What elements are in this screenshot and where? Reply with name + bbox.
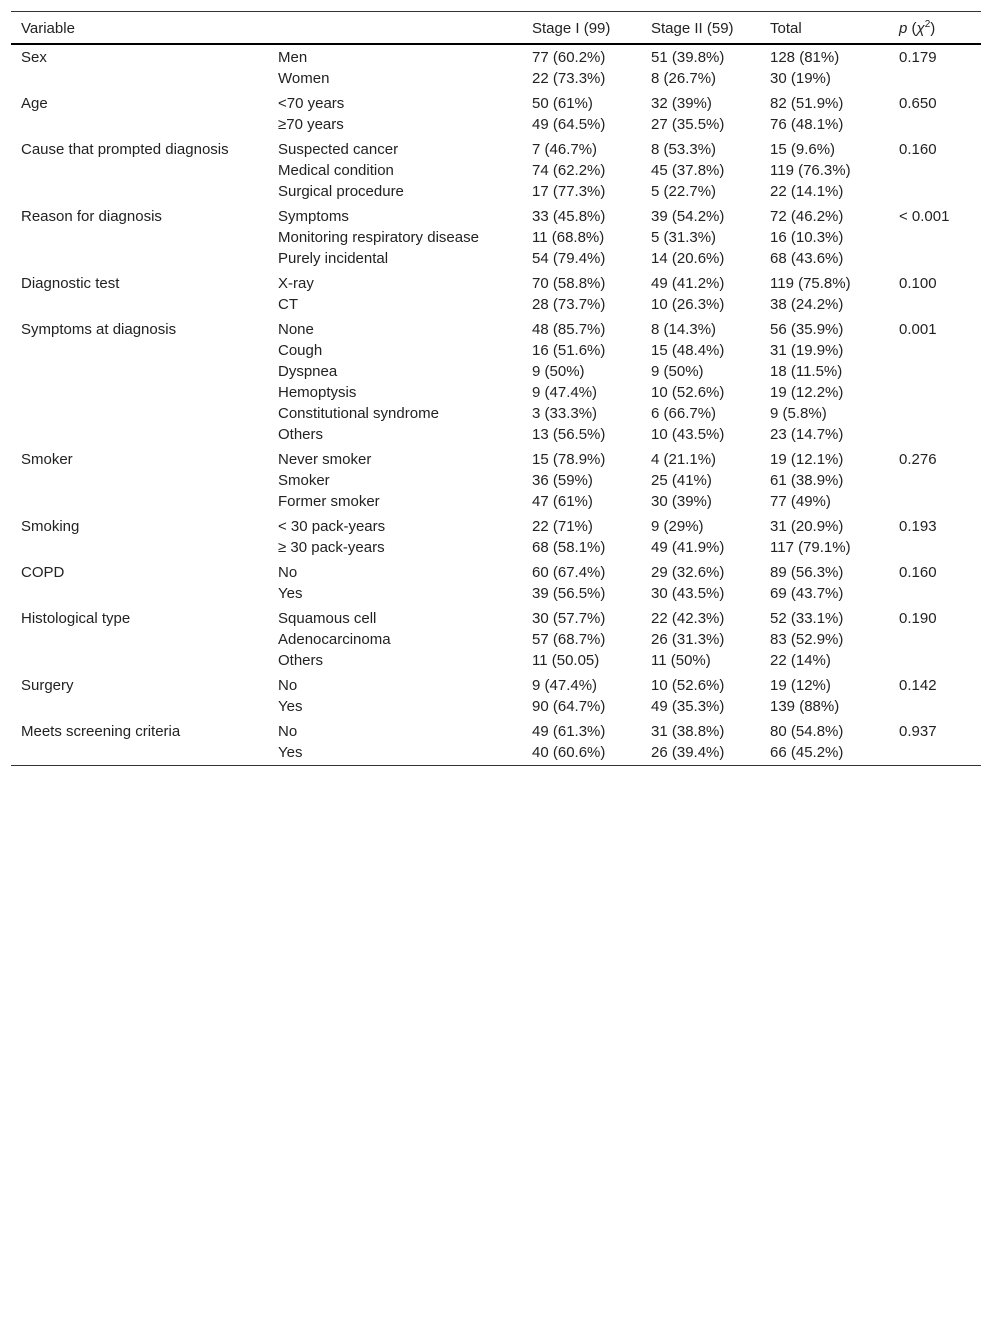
variable-cell: COPD: [21, 564, 65, 581]
stage-1-cell: 54 (79.4%): [532, 250, 606, 267]
stage-1-cell: 40 (60.6%): [532, 744, 606, 761]
stage-1-cell: 11 (50.05): [532, 652, 600, 669]
p-value-cell: [889, 68, 981, 91]
table-row: [11, 68, 981, 91]
stage-1-cell: 47 (61%): [532, 493, 593, 510]
stage-1-cell: 11 (68.8%): [532, 229, 605, 246]
header-total: Total: [770, 19, 802, 37]
variable-cell: Diagnostic test: [21, 275, 120, 292]
category-cell: Constitutional syndrome: [278, 405, 439, 422]
table-row: [11, 248, 981, 271]
p-value-cell: 0.276: [899, 451, 937, 468]
stage-1-cell: 77 (60.2%): [532, 49, 606, 66]
total-cell: 66 (45.2%): [770, 744, 844, 761]
stage-1-cell: 49 (64.5%): [532, 116, 606, 133]
stage-2-cell: 27 (35.5%): [651, 116, 725, 133]
p-value-cell: 0.142: [899, 677, 937, 694]
category-cell: ≥ 30 pack-years: [278, 539, 385, 556]
stage-2-cell: 10 (52.6%): [651, 384, 725, 401]
category-cell: No: [278, 723, 298, 740]
variable-cell: Reason for diagnosis: [21, 208, 162, 225]
variable-cell: Histological type: [21, 610, 131, 627]
table-row: [11, 44, 981, 68]
category-cell: Surgical procedure: [278, 183, 404, 200]
stage-2-cell: 49 (35.3%): [651, 698, 725, 715]
stage-1-cell: 60 (67.4%): [532, 564, 606, 581]
p-value-cell: [889, 361, 981, 382]
table-row: [11, 491, 981, 514]
variable-cell: [11, 583, 268, 606]
total-cell: 38 (24.2%): [770, 296, 844, 313]
variable-cell: [11, 470, 268, 491]
category-cell: Women: [278, 70, 330, 87]
total-cell: 139 (88%): [770, 698, 840, 715]
p-value-cell: 0.160: [899, 564, 937, 581]
variable-cell: [11, 361, 268, 382]
variable-cell: [11, 696, 268, 719]
table-row: [11, 629, 981, 650]
chi-exponent: 2: [924, 18, 931, 30]
category-cell: Never smoker: [278, 451, 372, 468]
stage-1-cell: 74 (62.2%): [532, 162, 606, 179]
table-row: [11, 514, 981, 537]
total-cell: 18 (11.5%): [770, 363, 843, 380]
category-cell: Hemoptysis: [278, 384, 357, 401]
total-cell: 80 (54.8%): [770, 723, 844, 740]
total-cell: 9 (5.8%): [770, 405, 827, 422]
stage-2-cell: 31 (38.8%): [651, 723, 725, 740]
table-row: [11, 317, 981, 340]
table-row: [11, 650, 981, 673]
stage-1-cell: 13 (56.5%): [532, 426, 606, 443]
category-cell: Suspected cancer: [278, 141, 399, 158]
category-cell: Former smoker: [278, 493, 380, 510]
stage-2-cell: 51 (39.8%): [651, 49, 725, 66]
p-value-cell: [889, 742, 981, 766]
total-cell: 72 (46.2%): [770, 208, 844, 225]
category-cell: No: [278, 677, 298, 694]
stage-2-cell: 26 (31.3%): [651, 631, 725, 648]
total-cell: 82 (51.9%): [770, 95, 844, 112]
stage-1-cell: 22 (71%): [532, 518, 593, 535]
variable-cell: [11, 650, 268, 673]
table-row: [11, 719, 981, 742]
p-value-cell: 0.650: [899, 95, 937, 112]
variable-cell: Smoker: [21, 451, 73, 468]
p-value-cell: [889, 424, 981, 447]
variable-cell: Surgery: [21, 677, 74, 694]
stage-1-cell: 15 (78.9%): [532, 451, 606, 468]
p-value-cell: 0.001: [899, 321, 937, 338]
category-cell: Yes: [278, 744, 303, 761]
stage-2-cell: 45 (37.8%): [651, 162, 725, 179]
category-cell: Squamous cell: [278, 610, 377, 627]
stage-2-cell: 5 (31.3%): [651, 229, 717, 246]
stage-2-cell: 9 (29%): [651, 518, 704, 535]
stage-2-cell: 10 (26.3%): [651, 296, 725, 313]
variable-cell: Sex: [21, 49, 47, 66]
stage-2-cell: 49 (41.2%): [651, 275, 725, 292]
p-value-cell: [889, 114, 981, 137]
stage-1-cell: 22 (73.3%): [532, 70, 606, 87]
variable-cell: [11, 160, 268, 181]
table-row: [11, 560, 981, 583]
total-cell: 128 (81%): [770, 49, 840, 66]
p-value-cell: [889, 537, 981, 560]
table-row: [11, 673, 981, 696]
stage-2-cell: 39 (54.2%): [651, 208, 725, 225]
stage-2-cell: 5 (22.7%): [651, 183, 717, 200]
table-row: [11, 470, 981, 491]
total-cell: 15 (9.6%): [770, 141, 836, 158]
stage-1-cell: 9 (47.4%): [532, 677, 598, 694]
variable-cell: [11, 382, 268, 403]
header-variable: Variable: [21, 19, 75, 37]
total-cell: 19 (12.2%): [770, 384, 844, 401]
table-row: [11, 583, 981, 606]
table-row: [11, 294, 981, 317]
table-row: [11, 606, 981, 629]
variable-cell: Age: [21, 95, 48, 112]
p-value-cell: [889, 340, 981, 361]
category-cell: No: [278, 564, 298, 581]
p-value-cell: [889, 382, 981, 403]
table-row: [11, 424, 981, 447]
table-row: [11, 340, 981, 361]
category-cell: Monitoring respiratory disease: [278, 229, 479, 246]
variable-cell: [11, 403, 268, 424]
stage-2-cell: 14 (20.6%): [651, 250, 725, 267]
stage-2-cell: 8 (14.3%): [651, 321, 717, 338]
p-value-cell: [889, 403, 981, 424]
table-body: [11, 44, 981, 766]
stage-1-cell: 28 (73.7%): [532, 296, 606, 313]
variable-cell: [11, 68, 268, 91]
stage-2-cell: 30 (39%): [651, 493, 712, 510]
header-category: [268, 12, 522, 45]
variable-cell: [11, 424, 268, 447]
p-value-cell: [889, 470, 981, 491]
category-cell: ≥70 years: [278, 116, 344, 133]
stage-2-cell: 4 (21.1%): [651, 451, 717, 468]
category-cell: CT: [278, 296, 298, 313]
stage-1-cell: 9 (47.4%): [532, 384, 598, 401]
total-cell: 52 (33.1%): [770, 610, 844, 627]
variable-cell: [11, 742, 268, 766]
p-value-cell: < 0.001: [899, 208, 950, 225]
p-value-cell: 0.190: [899, 610, 937, 627]
table-row: [11, 696, 981, 719]
table-row: [11, 204, 981, 227]
category-cell: None: [278, 321, 314, 338]
stage-2-cell: 26 (39.4%): [651, 744, 725, 761]
stage-2-cell: 15 (48.4%): [651, 342, 725, 359]
stage-1-cell: 57 (68.7%): [532, 631, 606, 648]
table-row: [11, 361, 981, 382]
p-value-cell: [889, 294, 981, 317]
total-cell: 89 (56.3%): [770, 564, 844, 581]
total-cell: 61 (38.9%): [770, 472, 844, 489]
stage-1-cell: 49 (61.3%): [532, 723, 606, 740]
stage-2-cell: 29 (32.6%): [651, 564, 725, 581]
stage-1-cell: 70 (58.8%): [532, 275, 606, 292]
p-value-cell: [889, 491, 981, 514]
total-cell: 83 (52.9%): [770, 631, 844, 648]
total-cell: 23 (14.7%): [770, 426, 844, 443]
stage-1-cell: 3 (33.3%): [532, 405, 598, 422]
total-cell: 19 (12%): [770, 677, 831, 694]
table-row: [11, 114, 981, 137]
category-cell: Others: [278, 652, 324, 669]
total-cell: 22 (14%): [770, 652, 831, 669]
category-cell: Adenocarcinoma: [278, 631, 391, 648]
table-row: [11, 227, 981, 248]
total-cell: 16 (10.3%): [770, 229, 844, 246]
total-cell: 30 (19%): [770, 70, 831, 87]
table-row: [11, 382, 981, 403]
header-stage-2: Stage II (59): [651, 19, 734, 37]
category-cell: Symptoms: [278, 208, 349, 225]
variable-cell: [11, 248, 268, 271]
stage-2-cell: 10 (43.5%): [651, 426, 725, 443]
header-row: [11, 12, 981, 45]
stage-1-cell: 17 (77.3%): [532, 183, 606, 200]
category-cell: X-ray: [278, 275, 314, 292]
stage-2-cell: 22 (42.3%): [651, 610, 725, 627]
category-cell: Dyspnea: [278, 363, 338, 380]
table-row: [11, 137, 981, 160]
total-cell: 19 (12.1%): [770, 451, 844, 468]
variable-cell: Cause that prompted diagnosis: [21, 141, 229, 158]
stage-2-cell: 49 (41.9%): [651, 539, 725, 556]
category-cell: Smoker: [278, 472, 330, 489]
stage-1-cell: 9 (50%): [532, 363, 585, 380]
stage-1-cell: 36 (59%): [532, 472, 593, 489]
variable-cell: Smoking: [21, 518, 80, 535]
stage-1-cell: 33 (45.8%): [532, 208, 606, 225]
table-row: [11, 537, 981, 560]
total-cell: 56 (35.9%): [770, 321, 844, 338]
stage-2-cell: 8 (26.7%): [651, 70, 717, 87]
total-cell: 68 (43.6%): [770, 250, 844, 267]
category-cell: < 30 pack-years: [278, 518, 386, 535]
stage-2-cell: 11 (50%): [651, 652, 711, 669]
p-value-cell: 0.937: [899, 723, 937, 740]
total-cell: 119 (75.8%): [770, 275, 851, 292]
header-p-value: p $(\chi^2)$: [899, 18, 936, 37]
p-value-cell: [889, 227, 981, 248]
stage-1-cell: 48 (85.7%): [532, 321, 606, 338]
category-cell: Men: [278, 49, 308, 66]
stage-2-cell: 8 (53.3%): [651, 141, 717, 158]
total-cell: 31 (19.9%): [770, 342, 844, 359]
total-cell: 119 (76.3%): [770, 162, 851, 179]
table-row: [11, 271, 981, 294]
total-cell: 76 (48.1%): [770, 116, 844, 133]
stage-2-cell: 30 (43.5%): [651, 585, 725, 602]
total-cell: 77 (49%): [770, 493, 831, 510]
stage-1-cell: 30 (57.7%): [532, 610, 606, 627]
stage-2-cell: 10 (52.6%): [651, 677, 725, 694]
variable-cell: [11, 629, 268, 650]
category-cell: <70 years: [278, 95, 345, 112]
stage-1-cell: 39 (56.5%): [532, 585, 606, 602]
data-table: [11, 11, 981, 766]
variable-cell: [11, 491, 268, 514]
p-value-cell: [889, 181, 981, 204]
variable-cell: [11, 181, 268, 204]
stage-1-cell: 90 (64.7%): [532, 698, 606, 715]
stage-2-cell: 25 (41%): [651, 472, 712, 489]
stage-1-cell: 16 (51.6%): [532, 342, 606, 359]
table-row: [11, 181, 981, 204]
table-row: [11, 91, 981, 114]
stage-2-cell: 6 (66.7%): [651, 405, 717, 422]
p-value-cell: 0.179: [899, 49, 937, 66]
p-value-cell: [889, 160, 981, 181]
table-row: [11, 160, 981, 181]
category-cell: Others: [278, 426, 324, 443]
category-cell: Cough: [278, 342, 323, 359]
p-value-cell: [889, 583, 981, 606]
total-cell: 69 (43.7%): [770, 585, 844, 602]
variable-cell: Meets screening criteria: [21, 723, 181, 740]
table-row: [11, 447, 981, 470]
p-value-cell: 0.100: [899, 275, 937, 292]
p-symbol: p: [899, 19, 908, 37]
p-value-cell: 0.160: [899, 141, 937, 158]
total-cell: 31 (20.9%): [770, 518, 844, 535]
p-value-cell: [889, 248, 981, 271]
table-row: [11, 403, 981, 424]
category-cell: Purely incidental: [278, 250, 389, 267]
table-row: [11, 742, 981, 766]
p-value-cell: 0.193: [899, 518, 937, 535]
category-cell: Medical condition: [278, 162, 394, 179]
stage-1-cell: 50 (61%): [532, 95, 593, 112]
total-cell: 22 (14.1%): [770, 183, 844, 200]
variable-cell: [11, 294, 268, 317]
variable-cell: [11, 227, 268, 248]
stage-1-cell: 68 (58.1%): [532, 539, 606, 556]
p-value-cell: [889, 629, 981, 650]
variable-cell: [11, 537, 268, 560]
category-cell: Yes: [278, 698, 303, 715]
p-value-cell: [889, 696, 981, 719]
stage-1-cell: 7 (46.7%): [532, 141, 598, 158]
category-cell: Yes: [278, 585, 303, 602]
header-stage-1: Stage I (99): [532, 19, 611, 37]
stage-2-cell: 32 (39%): [651, 95, 712, 112]
variable-cell: [11, 114, 268, 137]
total-cell: 117 (79.1%): [770, 539, 851, 556]
p-value-cell: [889, 650, 981, 673]
variable-cell: [11, 340, 268, 361]
stage-2-cell: 9 (50%): [651, 363, 704, 380]
chi-symbol: χ: [916, 19, 925, 37]
variable-cell: Symptoms at diagnosis: [21, 321, 177, 338]
